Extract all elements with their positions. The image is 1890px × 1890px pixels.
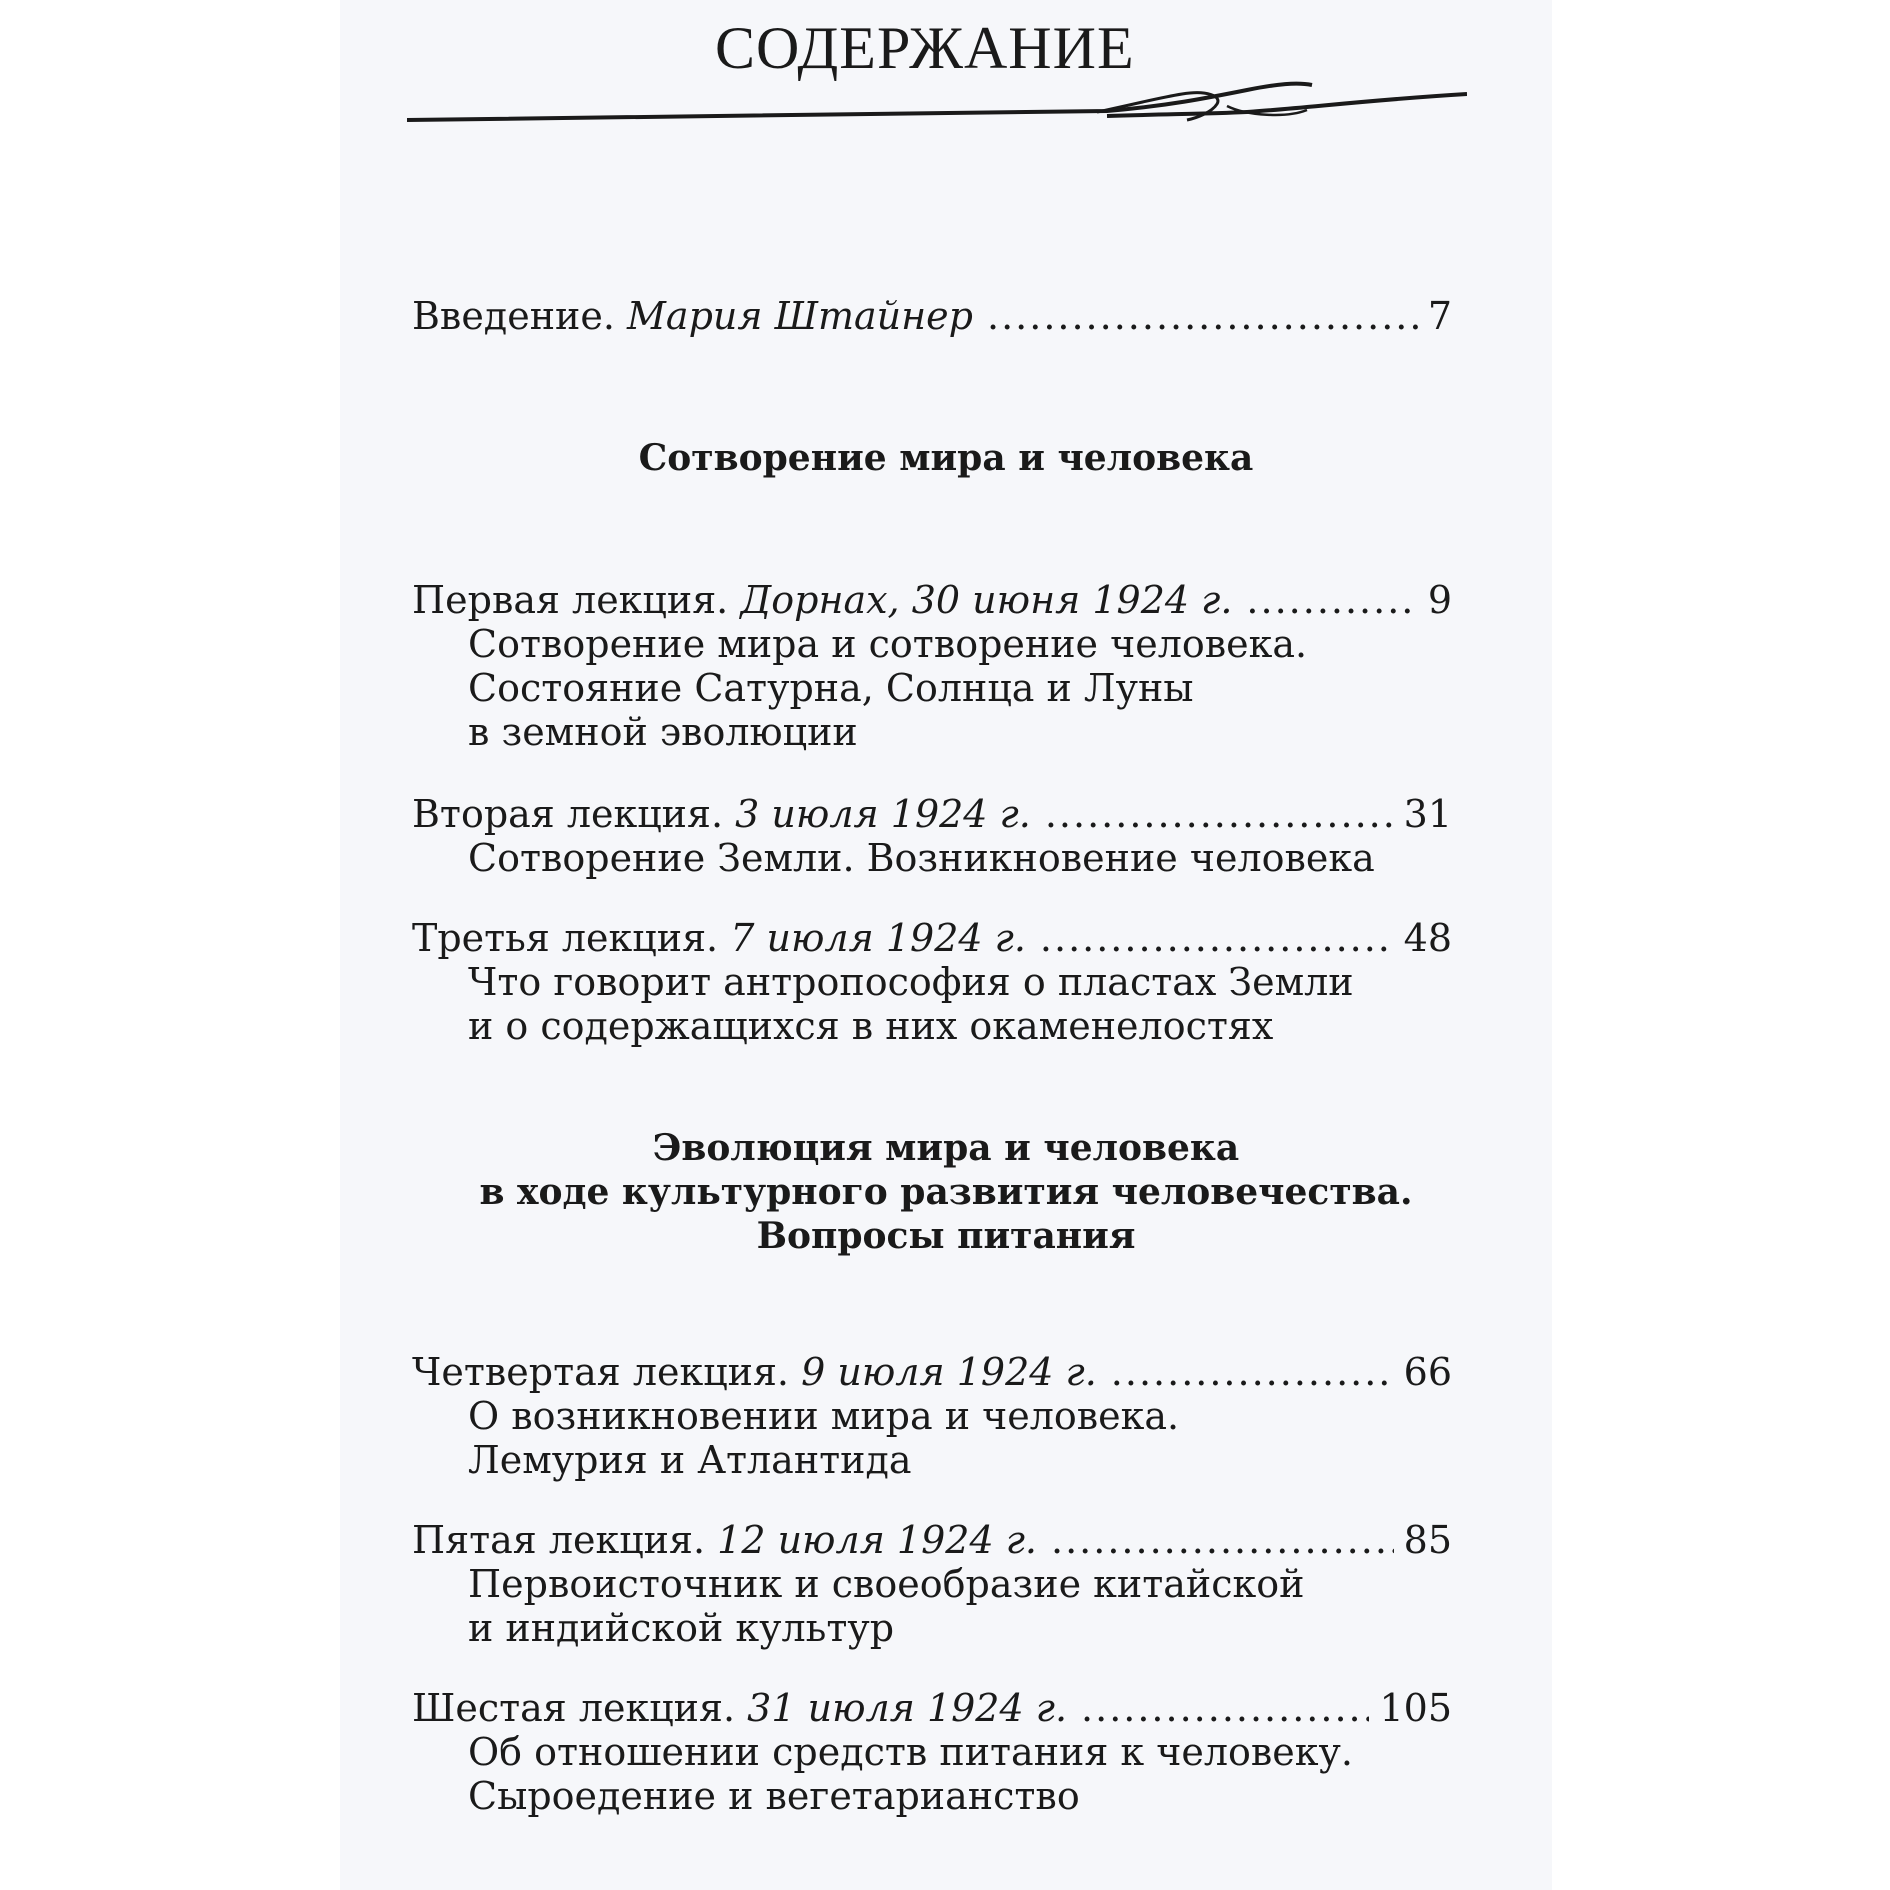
section-heading-line: в ходе культурного развития человечества.	[479, 1171, 1413, 1213]
page-number: 66	[1403, 1350, 1452, 1394]
section-heading	[340, 1126, 1552, 1258]
toc-entry-lecture[interactable]	[412, 1518, 1452, 1650]
section-heading-line: Вопросы питания	[756, 1215, 1136, 1257]
book-page	[340, 0, 1552, 1890]
section-heading-line: Эволюция мира и человека	[652, 1127, 1240, 1169]
entry-date: 3 июля 1924 г.	[735, 792, 1031, 836]
toc-entry-intro[interactable]	[412, 294, 1452, 338]
description-line: Лемурия и Атлантида	[468, 1438, 912, 1482]
description-line: Об отношении средств питания к человеку.	[468, 1730, 1353, 1774]
entry-label: Шестая лекция.	[412, 1686, 736, 1730]
toc-entry-lecture[interactable]	[412, 1686, 1452, 1818]
entry-date: 31 июля 1924 г.	[747, 1686, 1068, 1730]
entry-description	[412, 1562, 1452, 1650]
description-line: Сотворение Земли. Возникновение человека	[468, 836, 1375, 880]
page-number: 7	[1427, 294, 1452, 338]
page-number: 85	[1403, 1518, 1452, 1562]
dot-leader	[1246, 578, 1417, 622]
decorative-flourish-rule	[407, 76, 1467, 146]
toc-entry-lecture[interactable]	[412, 578, 1452, 754]
description-line: Сотворение мира и сотворение человека.	[468, 622, 1308, 666]
entry-label: Вторая лекция.	[412, 792, 724, 836]
description-line: Состояние Сатурна, Солнца и Луны	[468, 666, 1194, 710]
page-number: 9	[1427, 578, 1452, 622]
entry-date: 9 июля 1924 г.	[801, 1350, 1097, 1394]
toc-entry-lecture[interactable]	[412, 792, 1452, 880]
toc-entry-lecture[interactable]	[412, 1350, 1452, 1482]
dot-leader	[987, 294, 1418, 338]
entry-description	[412, 1394, 1452, 1482]
dot-leader	[1111, 1350, 1394, 1394]
description-line: Сыроедение и вегетарианство	[468, 1774, 1080, 1818]
entry-label: Четвертая лекция.	[412, 1350, 790, 1394]
entry-date: 7 июля 1924 г.	[730, 916, 1026, 960]
entry-description	[412, 836, 1452, 880]
description-line: и индийской культур	[468, 1606, 895, 1650]
section-heading	[340, 436, 1552, 480]
entry-author: Мария Штайнер	[627, 294, 973, 338]
entry-label: Введение.	[412, 294, 615, 338]
toc-entry-lecture[interactable]	[412, 916, 1452, 1048]
dot-leader	[1081, 1686, 1369, 1730]
description-line: и о содержащихся в них окаменелостях	[468, 1004, 1274, 1048]
section-heading-line: Сотворение мира и человека	[638, 437, 1254, 479]
page-title: СОДЕРЖАНИЕ	[715, 15, 1135, 81]
dot-leader	[1040, 916, 1394, 960]
dot-leader	[1045, 792, 1394, 836]
entry-date: 12 июля 1924 г.	[717, 1518, 1038, 1562]
entry-description	[412, 1730, 1452, 1818]
entry-description	[412, 960, 1452, 1048]
dot-leader	[1051, 1518, 1394, 1562]
entry-date: Дорнах, 30 июня 1924 г.	[740, 578, 1233, 622]
page-number: 105	[1379, 1686, 1452, 1730]
page-number: 31	[1403, 792, 1452, 836]
page-number: 48	[1403, 916, 1452, 960]
entry-label: Третья лекция.	[412, 916, 719, 960]
description-line: в земной эволюции	[468, 710, 858, 754]
description-line: Первоисточник и своеобразие китайской	[468, 1562, 1305, 1606]
entry-description	[412, 622, 1452, 754]
entry-label: Пятая лекция.	[412, 1518, 706, 1562]
description-line: О возникновении мира и человека.	[468, 1394, 1180, 1438]
description-line: Что говорит антропософия о пластах Земли	[468, 960, 1354, 1004]
entry-label: Первая лекция.	[412, 578, 729, 622]
